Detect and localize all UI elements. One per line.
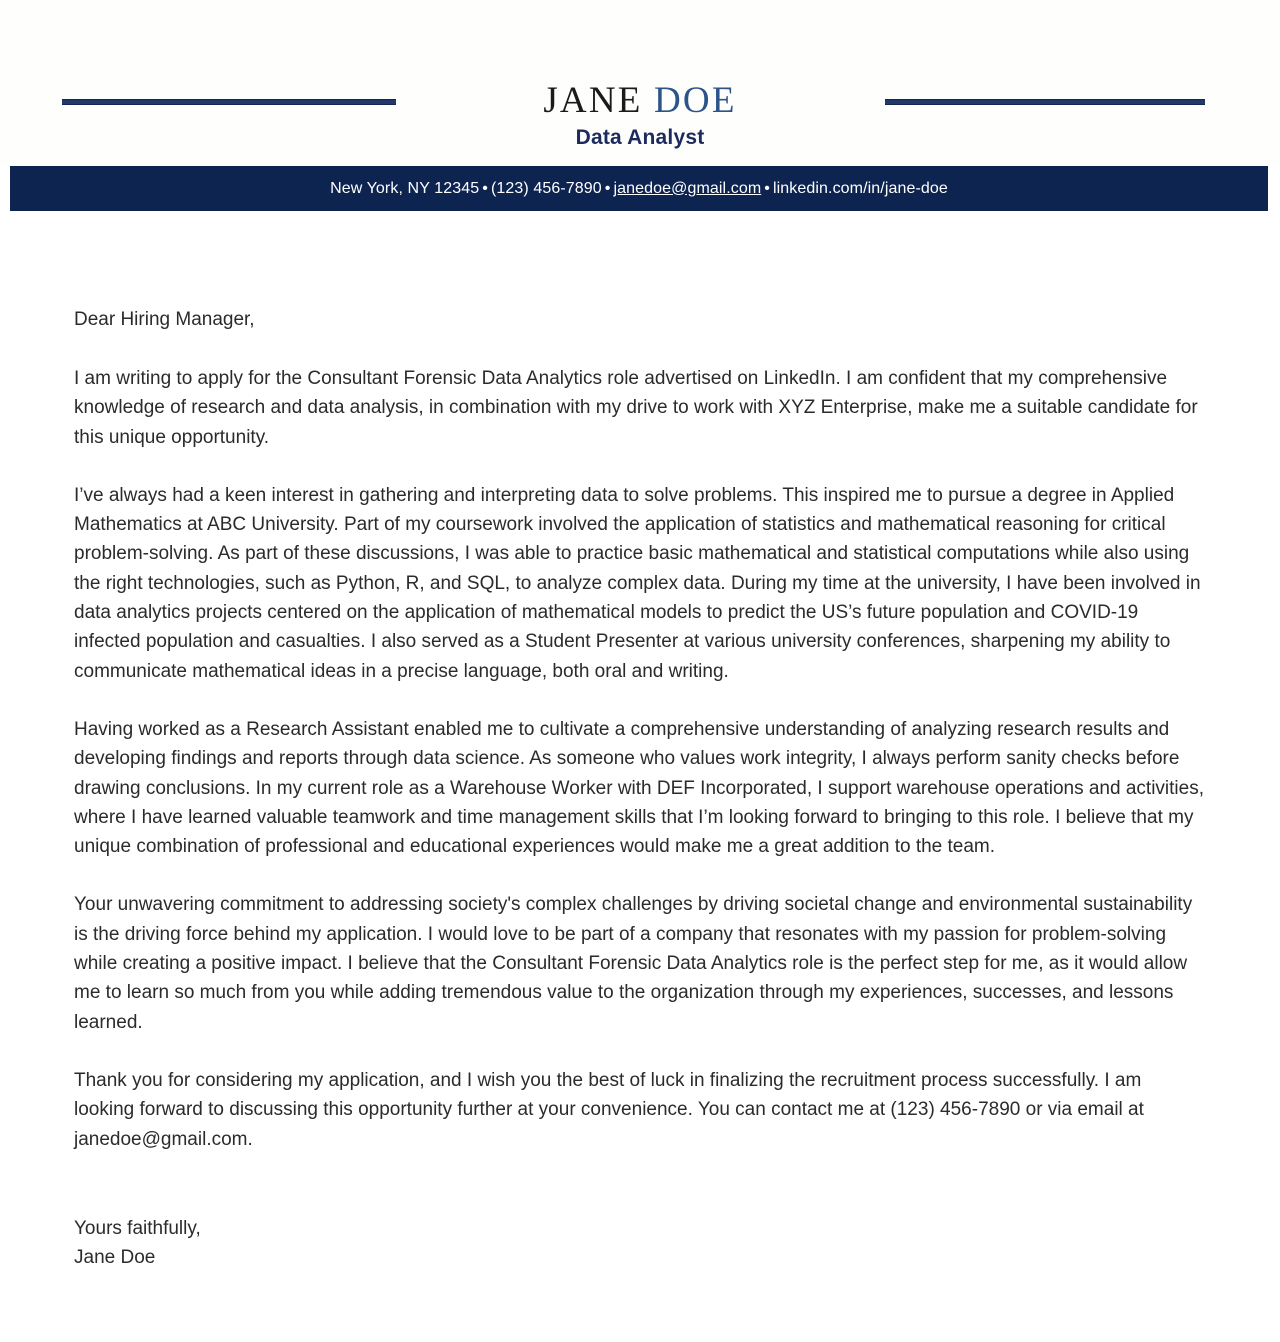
- job-title: Data Analyst: [575, 126, 705, 149]
- contact-location: New York, NY 12345: [330, 179, 480, 197]
- letter-body: [74, 305, 1205, 1272]
- letter-paragraph: Having worked as a Research Assistant enabled me to cultivate a comprehensive understanding of analyzing research results and developing findings and reports through data science. As someone who values work integrity, I always perform sanity checks before drawing conclusions. In my current role as a Warehouse Worker with DEF Incorporated, I support warehouse operations and activities, where I have learned valuable teamwork and time management skills that I’m looking forward to bringing to this role. I believe that my unique combination of professional and educational experiences would make me a great addition to the team.: [74, 718, 1204, 858]
- signature-block: [74, 1214, 1205, 1272]
- letter-paragraph: Your unwavering commitment to addressing society's complex challenges by driving societal change and environmental sustainability is the driving force behind my application. I would love to be part of a company that resonates with my passion for problem-solving while creating a positive impact. I believe that the Consultant Forensic Data Analytics role is the perfect step for me, as it would allow me to learn so much from you while adding tremendous value to the organization through my experiences, successes, and lessons learned.: [74, 894, 1193, 1033]
- contact-email-link[interactable]: janedoe@gmail.com: [613, 179, 762, 197]
- first-name: JANE: [543, 79, 643, 121]
- last-name: DOE: [654, 79, 737, 121]
- contact-separator-3: •: [764, 179, 770, 197]
- letter-paragraph: Thank you for considering my application, and I wish you the best of luck in finalizing the recruitment process successfully. I am looking forward to discussing this opportunity further at your convenience. You can contact me at (123) 456-7890 or via email at janedoe@gmail.com.: [74, 1069, 1144, 1150]
- signature-name: Jane Doe: [74, 1246, 156, 1268]
- letter-paragraph: I’ve always had a keen interest in gathering and interpreting data to solve problems. This inspired me to pursue a degree in Applied Mathematics at ABC University. Part of my coursework involved the application of statistics and mathematical reasoning for critical problem-solving. As part of these discussions, I was able to practice basic mathematical and statistical computations while also using the right technologies, such as Python, R, and SQL, to analyze complex data. During my time at the university, I have been involved in data analytics projects centered on the application of mathematical models to predict the US’s future population and COVID-19 infected population and casualties. I also served as a Student Presenter at various university conferences, sharpening my ability to communicate mathematical ideas in a precise language, both oral and writing.: [74, 484, 1201, 682]
- applicant-name: [0, 72, 1280, 128]
- closing-phrase: Yours faithfully,: [74, 1217, 201, 1239]
- letter-paragraph: I am writing to apply for the Consultant Forensic Data Analytics role advertised on LinkedIn. I am confident that my comprehensive knowledge of research and data analysis, in combination with my drive to work with XYZ Enterprise, make me a suitable candidate for this unique opportunity.: [74, 368, 1198, 448]
- contact-bar: [10, 166, 1268, 211]
- letterhead-header: [0, 0, 1280, 166]
- contact-separator-1: •: [482, 179, 488, 197]
- contact-separator-2: •: [604, 179, 611, 197]
- contact-linkedin: linkedin.com/in/jane-doe: [772, 179, 948, 197]
- contact-line: [330, 180, 948, 198]
- contact-phone: (123) 456-7890: [490, 179, 602, 197]
- salutation: Dear Hiring Manager,: [74, 309, 255, 330]
